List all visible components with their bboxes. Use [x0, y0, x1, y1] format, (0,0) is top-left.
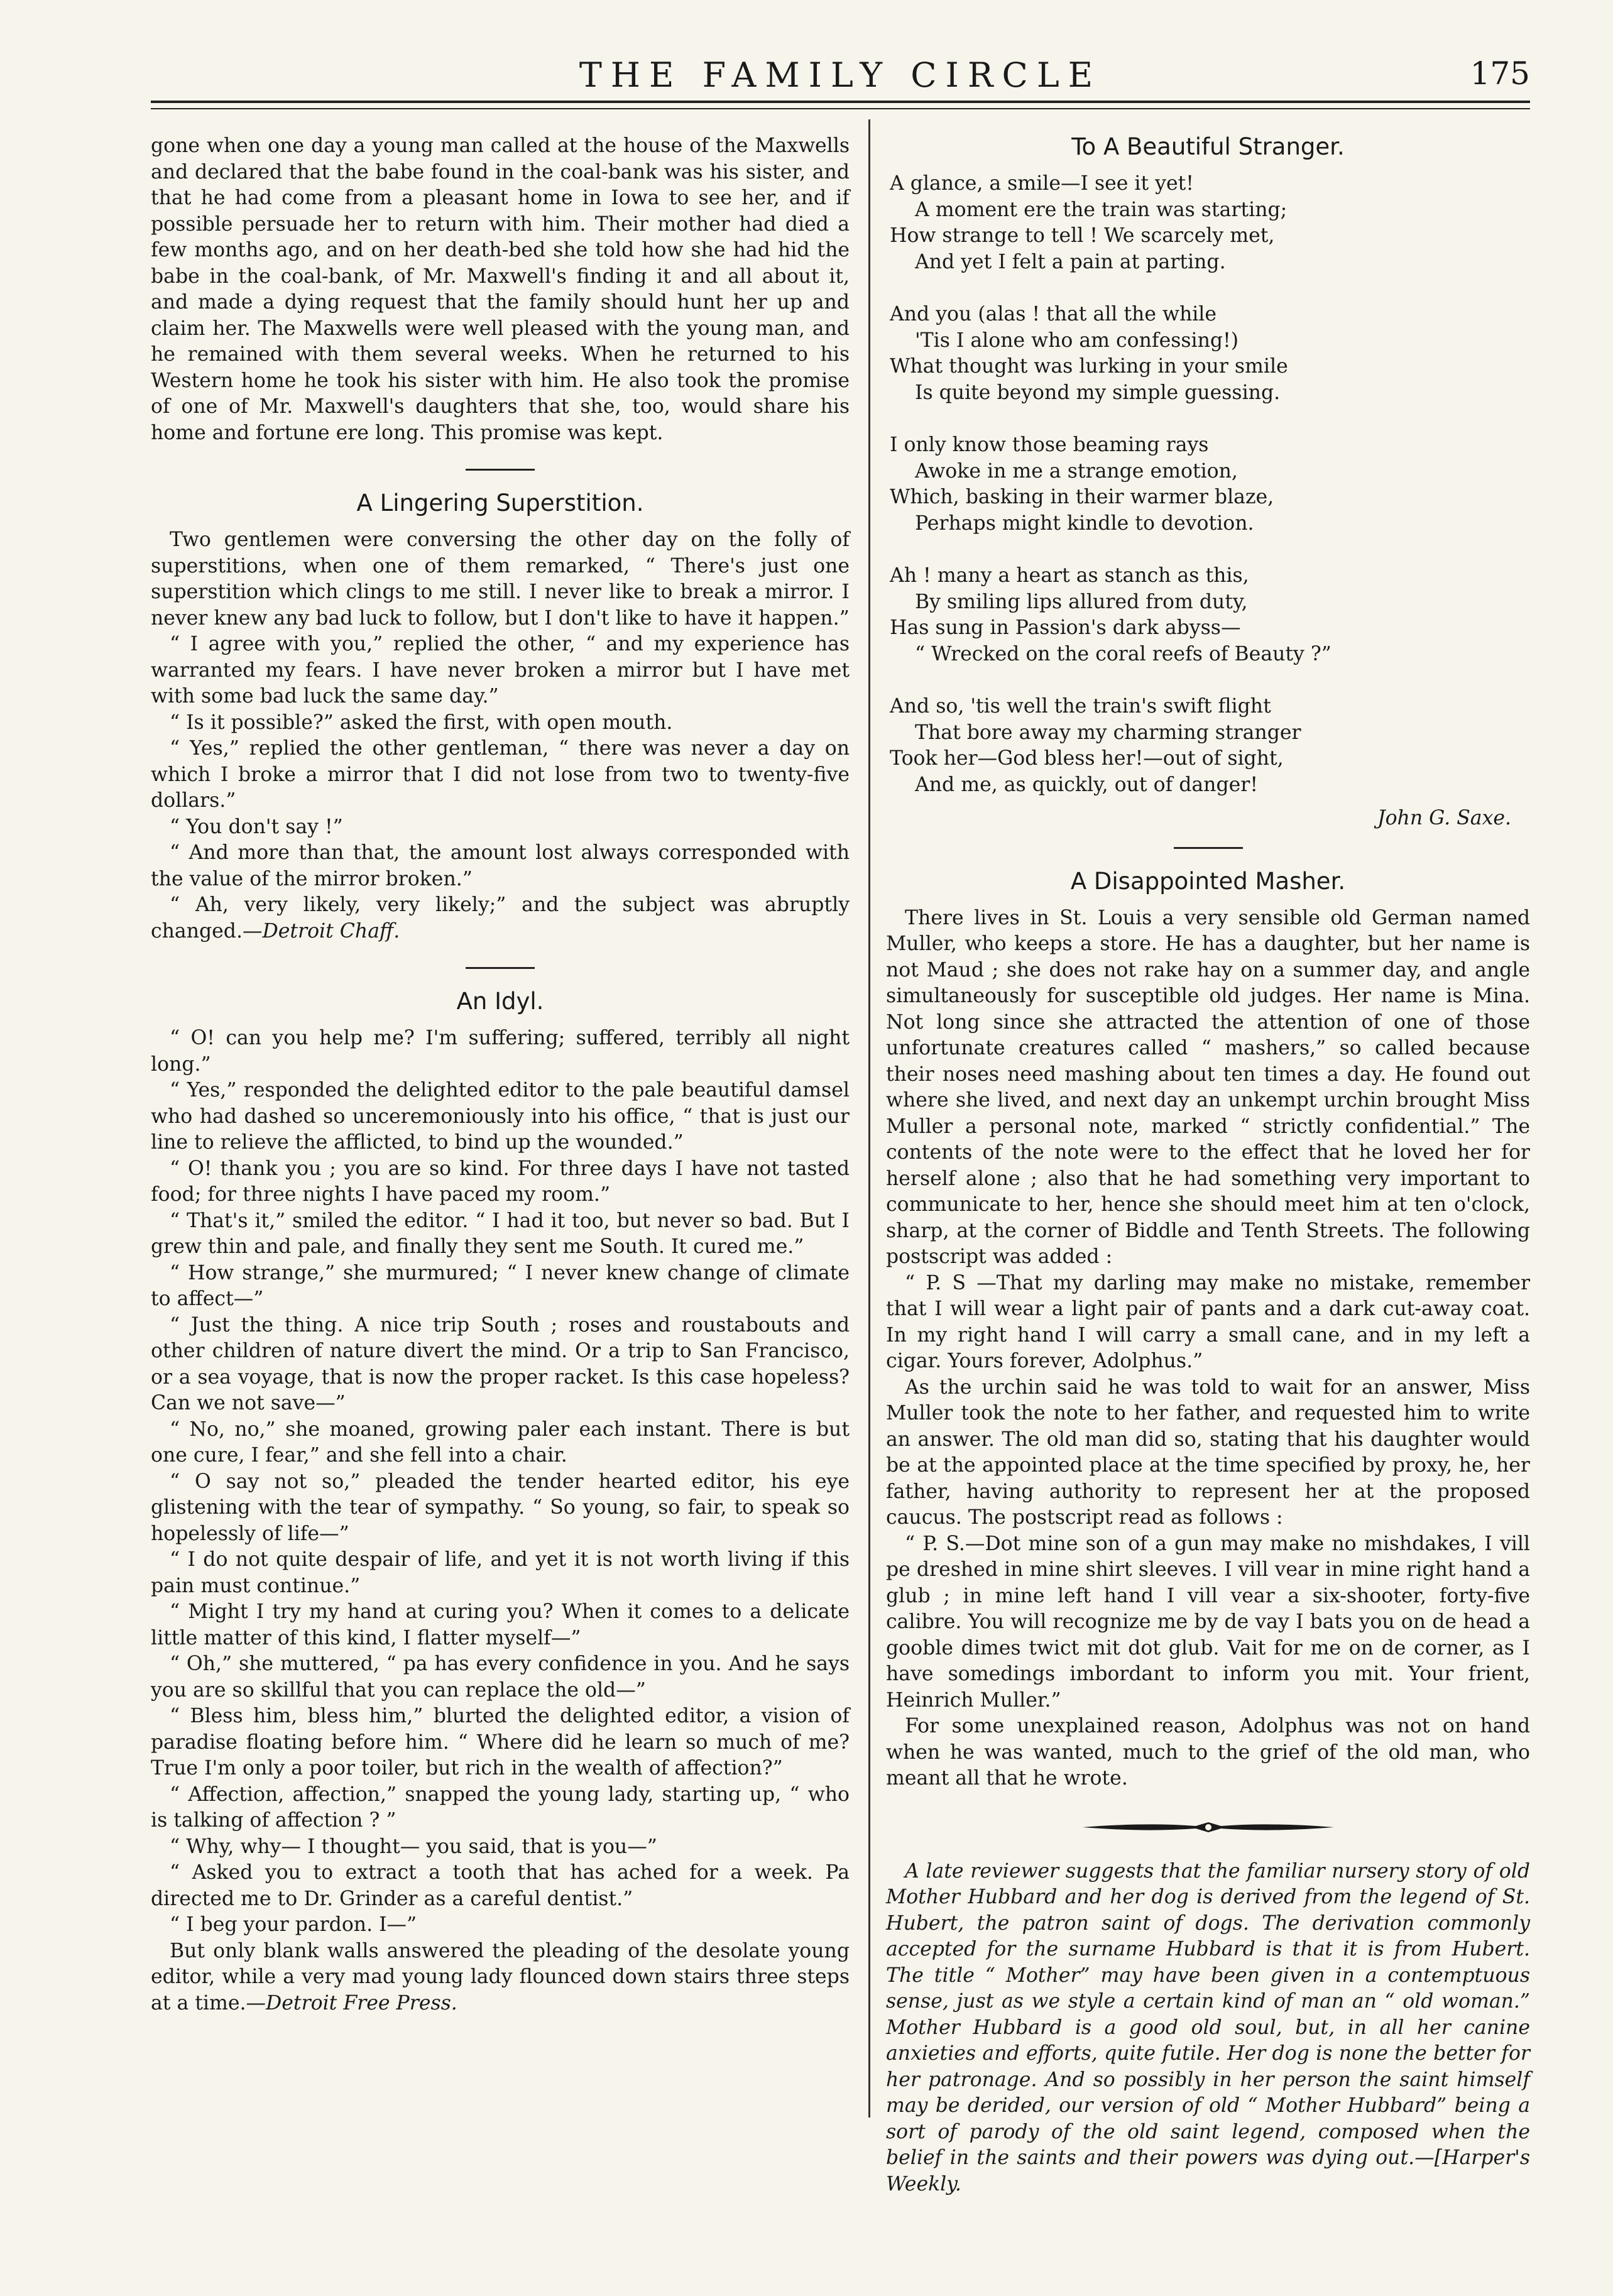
- poem-line: Perhaps might kindle to devotion.: [915, 511, 1254, 535]
- idyl-paragraph: “ How strange,” she murmured; “ I never knew change of climate to affect—”: [151, 1261, 850, 1310]
- poem-stanza: [890, 694, 1530, 798]
- column-divider: [868, 119, 870, 2118]
- idyl-paragraph: “ Affection, affection,” snapped the young lady, starting up, “ who is talking of affection ? ”: [151, 1783, 850, 1832]
- idyl-paragraph: “ That's it,” smiled the editor. “ I had it too, but never so bad. But I grew thin and pale, and finally they sent me South. It cured me.”: [151, 1209, 850, 1258]
- hubbard-paragraph: [886, 1859, 1530, 2198]
- ornamental-divider-icon: [1076, 1820, 1340, 1835]
- page-number: 175: [1470, 55, 1530, 92]
- superstition-source: —Detroit Chaff.: [242, 919, 400, 943]
- section-rule: [466, 967, 535, 969]
- poem-line: How strange to tell ! We scarcely met,: [890, 224, 1275, 247]
- header-double-rule: [151, 101, 1530, 109]
- idyl-paragraph: “ Bless him, bless him,” blurted the delighted editor, a vision of paradise floating before him. “ Where did he learn so much of me? True I'm only a poor toiler, but rich in the wealth of affection?”: [151, 1705, 850, 1779]
- poem-line: Took her—God bless her!—out of sight,: [890, 747, 1284, 770]
- poem-line: And yet I felt a pain at parting.: [915, 250, 1226, 273]
- idyl-paragraph: “ No, no,” she moaned, growing paler each instant. There is but one cure, I fear,” and she fell into a chair.: [151, 1418, 850, 1467]
- masher-paragraph: For some unexplained reason, Adolphus was not on hand when he was wanted, much to the grief of the old man, who meant all that he wrote.: [886, 1715, 1530, 1790]
- idyl-heading: An Idyl.: [456, 988, 544, 1015]
- section-rule: [466, 469, 535, 471]
- page-header: [151, 52, 1530, 96]
- poem-line: What thought was lurking in your smile: [890, 355, 1288, 378]
- idyl-paragraph: “ I beg your pardon. I—”: [170, 1913, 417, 1936]
- idyl-paragraph: “ I do not quite despair of life, and yet it is not worth living if this pain must continue.”: [151, 1548, 850, 1597]
- superstition-paragraph: Two gentlemen were conversing the other day on the folly of superstitions, when one of them remarked, “ There's just one superstition which clings to me still. I never like to break a mirror. I never knew any bad luck to follow, but I don't like to have it happen.”: [151, 528, 850, 630]
- publication-title: THE FAMILY CIRCLE: [579, 55, 1102, 95]
- poem-heading: To A Beautiful Stranger.: [1071, 133, 1345, 160]
- poem-line: And so, 'tis well the train's swift flight: [890, 695, 1271, 718]
- superstition-paragraph: [151, 892, 850, 944]
- masher-paragraph: As the urchin said he was told to wait for an answer, Miss Muller took the note to her father, and requested him to write an answer. The old man did so, stating that his daughter would be at the appointed place at the time specified by proxy, he, her father, having authority to represent her at the proposed caucus. The postscript read as follows :: [886, 1375, 1530, 1529]
- superstition-paragraph: “ Is it possible?” asked the first, with open mouth.: [170, 711, 673, 734]
- idyl-paragraph: “ Just the thing. A nice trip South ; roses and roustabouts and other children of nature divert the mind. Or a trip to San Francisco, or a sea voyage, that is now the proper racket. Is this case hopeless? Can we not save—”: [151, 1313, 850, 1414]
- superstition-heading: A Lingering Superstition.: [356, 489, 644, 517]
- masher-paragraph: “ P. S.—Dot mine son of a gun may make no mishdakes, I vill pe dreshed in mine shirt sleeves. I vill vear in mine right hand a glub ; in mine left hand I vill vear a six-shooter, forty-five calibre. You will recognize me by de vay I bats you on de head a gooble dimes twict mit dot glub. Vait for me on de corner, as I have somedings imbordant to inform you mit. Your frient, Heinrich Muller.”: [886, 1532, 1530, 1712]
- idyl-paragraph: “ Oh,” she muttered, “ pa has every confidence in you. And he says you are so skillful that you can replace the old—”: [151, 1653, 850, 1702]
- idyl-last-line: But only blank walls answered the pleading of the desolate young editor, while a very mad young lady flounced down stairs three steps at a time.: [151, 1939, 850, 2014]
- superstition-paragraph: “ You don't say !”: [170, 815, 343, 838]
- poem-line: A moment ere the train was starting;: [915, 198, 1288, 221]
- left-column: [151, 133, 850, 2175]
- poem-line: Which, basking in their warmer blaze,: [890, 486, 1274, 508]
- poem-line: And me, as quickly, out of danger!: [915, 773, 1258, 796]
- poem-stanza: [890, 302, 1530, 406]
- poem-line: And you (alas ! that all the while: [890, 303, 1217, 325]
- idyl-paragraph: [151, 1938, 850, 2017]
- idyl-paragraph: “ O! thank you ; you are so kind. For three days I have not tasted food; for three nights I have paced my room.”: [151, 1157, 850, 1206]
- superstition-paragraph: “ And more than that, the amount lost always corresponded with the value of the mirror broken.”: [151, 841, 850, 890]
- intro-paragraph: gone when one day a young man called at the house of the Maxwells and declared that the babe found in the coal-bank was his sister, and that he had come from a pleasant home in Iowa to see her, and if possible persuade her to return with him. Their mother had died a few months ago, and on her death-bed she told how she had hid the babe in the coal-bank, of Mr. Maxwell's finding it and all about it, and made a dying request that the family should hunt her up and claim her. The Maxwells were well pleased with the young man, and he remained with them several weeks. When he returned to his Western home he took his sister with him. He also took the promise of one of Mr. Maxwell's daughters that she, too, would share his home and fortune ere long. This promise was kept.: [151, 134, 850, 444]
- idyl-paragraph: “ Why, why— I thought— you said, that is you—”: [170, 1835, 657, 1858]
- poem-line: Awoke in me a strange emotion,: [915, 459, 1238, 483]
- superstition-last-line: “ Ah, very likely, very likely;” and the subject was abruptly changed.: [151, 894, 850, 943]
- right-column: [886, 133, 1530, 2195]
- poem-stanza: [890, 171, 1530, 275]
- hubbard-source: —[Harper's Weekly.: [886, 2146, 1530, 2195]
- poem-line: Has sung in Passion's dark abyss—: [890, 616, 1241, 639]
- superstition-paragraph: “ I agree with you,” replied the other, “ and my experience has warranted my fears. I have never broken a mirror but I have met with some bad luck the same day.”: [151, 633, 850, 708]
- masher-paragraph: There lives in St. Louis a very sensible old German named Muller, who keeps a store. He has a daughter, but her name is not Maud ; she does not rake hay on a summer day, and angle simultaneously for susceptible old judges. Her name is Mina. Not long since she attracted the attention of one of those unfortunate creatures called “ mashers,” so called because their noses need mashing about ten times a day. He found out where she lived, and next day an unkempt urchin brought Miss Muller a personal note, marked “ strictly confidential.” The contents of the note were to the effect that he loved her for herself alone ; also that he had something very important to communicate to her, hence she should meet him at ten o'clock, sharp, at the corner of Biddle and Tenth Streets. The following postscript was added :: [886, 906, 1530, 1268]
- idyl-paragraph: “ O say not so,” pleaded the tender hearted editor, his eye glistening with the tear of sympathy. “ So young, so fair, to speak so hopelessly of life—”: [151, 1470, 850, 1545]
- hubbard-text: A late reviewer suggests that the familiar nursery story of old Mother Hubbard and her dog is derived from the legend of St. Hubert, the patron saint of dogs. The derivation commonly accepted for the surname Hubbard is that it is from Hubert. The title “ Mother” may have been given in a contemptuous sense, just as we style a certain kind of man an “ old woman.” Mother Hubbard is a good old soul, but, in all her canine anxieties and efforts, quite futile. Her dog is none the better for her patronage. And so possibly in her person the saint himself may be derided, our version of old “ Mother Hubbard” being a sort of parody of the old saint legend, composed when the belief in the saints and their powers was dying out.: [886, 1859, 1530, 2169]
- idyl-paragraph: “ Might I try my hand at curing you? When it comes to a delicate little matter of this kind, I flatter myself—”: [151, 1600, 850, 1649]
- poem-line: 'Tis I alone who am confessing!): [915, 329, 1239, 352]
- superstition-paragraph: “ Yes,” replied the other gentleman, “ there was never a day on which I broke a mirror that I did not lose from two to twenty-five dollars.”: [151, 737, 850, 812]
- poem-line: A glance, a smile—I see it yet!: [890, 172, 1194, 195]
- poem-stanza: [890, 432, 1530, 537]
- masher-paragraph: “ P. S —That my darling may make no mistake, remember that I will wear a light pair of pants and a dark cut-away coat. In my right hand I will carry a small cane, and in my left a cigar. Yours forever, Adolphus.”: [886, 1271, 1530, 1372]
- idyl-paragraph: “ Yes,” responded the delighted editor to the pale beautiful damsel who had dashed so unceremoniously into his office, “ that is just our line to relieve the afflicted, to bind up the wounded.”: [151, 1079, 850, 1154]
- masher-heading: A Disappointed Masher.: [1070, 867, 1346, 895]
- poem-line: I only know those beaming rays: [890, 434, 1209, 456]
- idyl-source: —Detroit Free Press.: [246, 1991, 457, 2014]
- poem-line: “ Wrecked on the coral reefs of Beauty ?”: [915, 642, 1331, 665]
- idyl-paragraph: “ Asked you to extract a tooth that has ached for a week. Pa directed me to Dr. Grinder as a careful dentist.”: [151, 1861, 850, 1910]
- poem-line: By smiling lips allured from duty,: [915, 590, 1248, 613]
- poem-stanza: [890, 563, 1530, 667]
- idyl-paragraph: “ O! can you help me? I'm suffering; suffered, terribly all night long.”: [151, 1027, 850, 1076]
- poem-line: Is quite beyond my simple guessing.: [915, 381, 1281, 404]
- poem-author: John G. Saxe.: [1377, 807, 1511, 829]
- section-rule: [1174, 847, 1243, 849]
- poem-line: Ah ! many a heart as stanch as this,: [890, 564, 1249, 587]
- poem: [890, 171, 1530, 832]
- poem-line: That bore away my charming stranger: [915, 721, 1301, 744]
